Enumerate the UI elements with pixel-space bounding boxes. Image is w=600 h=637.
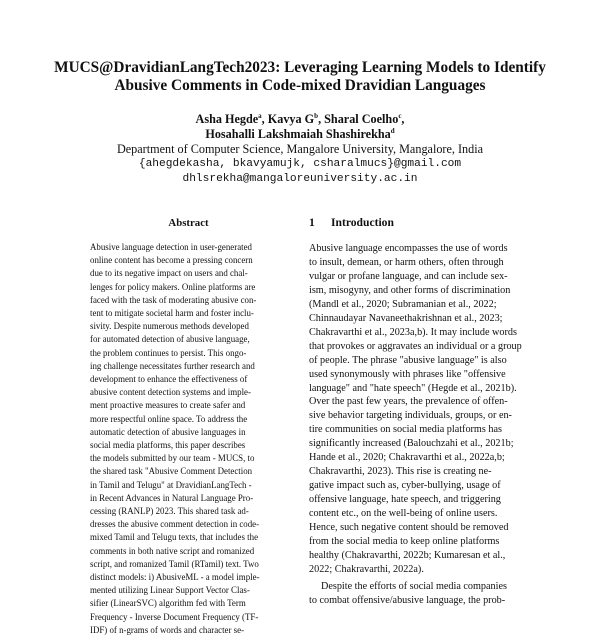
intro-line: sive behavior targeting individuals, groups, or en- [309, 410, 512, 422]
author-names-line-2 [40, 127, 560, 142]
abstract-line: the shared task "Abusive Comment Detection [90, 466, 253, 477]
abstract-line: distinct models: i) AbusiveML - a model imple- [90, 572, 260, 583]
author-affil-mark: b [314, 112, 319, 120]
author-affil-mark: c [398, 112, 402, 120]
abstract-line: automatic detection of abusive languages in [90, 426, 246, 437]
intro-line: content etc., on the well-being of online users. [309, 508, 498, 520]
email-line-2[interactable]: dhlsrekha@mangaloreuniversity.ac.in [182, 173, 418, 185]
author-names-line-1 [40, 112, 560, 127]
intro-line: that provokes or aggravates an individual or a group [309, 340, 522, 352]
abstract-line: cessing (RANLP) 2023. This shared task ad- [90, 506, 249, 517]
section-number: 1 [309, 216, 315, 229]
abstract-line: the problem continues to persist. This ongo- [90, 347, 247, 358]
abstract-line: lenges for policy makers. Online platforms are [90, 281, 256, 292]
abstract-line: due to its negative impact on users and chal- [90, 268, 248, 279]
abstract-line: faced with the task of moderating abusive con- [90, 294, 257, 305]
intro-line: 2022; Chakravarthi, 2022a). [309, 563, 424, 575]
title-line-1: MUCS@DravidianLangTech2023: Leveraging Learning Models to Identify [54, 59, 546, 76]
intro-line: ism, misogyny, and other forms of discrimination [309, 284, 511, 296]
abstract-line: the models submitted by our team - MUCS, to [90, 453, 255, 464]
abstract-line: in Tamil and Telugu" at DravidianLangTech - [90, 479, 252, 490]
abstract-line: Frequency - Inverse Document Frequency (TF- [90, 611, 259, 622]
abstract-line: development to enhance the effectiveness of [90, 374, 248, 385]
intro-line: Chakravarthi et al., 2023a,b). It may include words [309, 326, 517, 338]
author-separator: , [261, 112, 268, 126]
affiliation: Department of Computer Science, Mangalore University, Mangalore, India [116, 142, 484, 156]
abstract-line: in Recent Advances in Natural Language Pro- [90, 492, 254, 503]
author-name: Sharal Coelho [324, 112, 399, 126]
intro-line: significantly increased (Balouchzahi et al., 2021b; [309, 438, 514, 450]
intro-line: gative impact such as, cyber-bullying, usage of [309, 480, 501, 492]
intro-line: Chakravarthi, 2023). This rise is creating ne- [309, 466, 492, 478]
intro-line: to combat offensive/abusive language, the prob- [309, 594, 506, 606]
abstract-line: script, and romanized Tamil (RTamil) text. Two [90, 558, 259, 569]
author-name: Hosahalli Lakshmaiah Shashirekha [205, 127, 391, 141]
abstract-heading: Abstract [168, 217, 209, 229]
intro-line: to insult, demean, or harm others, often through [309, 256, 504, 268]
abstract-line: IDF) of n-grams of words and character se- [90, 624, 245, 635]
abstract-line: dresses the abusive comment detection in code- [90, 519, 260, 530]
intro-line: used synonymously with phrases like "offensive [309, 368, 506, 380]
author-affil-mark: a [258, 112, 262, 120]
abstract-line: online content has become a pressing concern [90, 255, 253, 266]
abstract-line: mented utilizing Linear Support Vector Clas- [90, 585, 250, 596]
intro-line: Hence, such negative content should be removed [309, 522, 509, 534]
abstract-line: mixed Tamil and Telugu texts, that includes the [90, 532, 259, 543]
author-separator: , [401, 112, 405, 126]
abstract-line: comments in both native script and romanized [90, 545, 255, 556]
title-line-2: Abusive Comments in Code-mixed Dravidian Languages [114, 77, 486, 94]
abstract-line: ing challenge necessitates further research and [90, 360, 255, 371]
author-affil-mark: d [390, 127, 395, 135]
abstract-line: more respectful online space. To address the [90, 413, 248, 424]
intro-line: tire communities on social media platforms has [309, 424, 502, 436]
author-separator: , [318, 112, 325, 126]
abstract-line: Abusive language detection in user-generated [90, 242, 252, 252]
email-line-1[interactable]: {ahegdekasha, bkavyamujk, csharalmucs}@gmail.com [138, 158, 462, 170]
abstract-line: ment proactive measures to create safer and [90, 400, 246, 411]
abstract-line: sivity. Despite numerous methods developed [90, 321, 249, 332]
intro-line: vulgar or profane language, and can include sex- [309, 270, 508, 282]
author-name: Asha Hegde [195, 112, 259, 126]
intro-line: offensive language, hate speech, and triggering [309, 494, 501, 506]
intro-line: healthy (Chakravarthi, 2022b; Kumaresan et al., [309, 549, 506, 561]
introduction-heading [309, 216, 394, 229]
intro-line: Despite the efforts of social media companies [321, 580, 507, 592]
introduction-text [309, 242, 531, 608]
intro-line: Chinnaudayar Navaneethakrishnan et al., 2023; [309, 312, 503, 324]
intro-line: (Mandl et al., 2020; Subramanian et al., 2022; [309, 298, 497, 310]
intro-line: language" and "hate speech" (Hegde et al., 2021b). [309, 382, 517, 394]
intro-line: from the social media to keep online platforms [309, 536, 500, 548]
abstract-line: abusive content detection systems and imple- [90, 387, 251, 398]
intro-line: Abusive language encompasses the use of words [309, 243, 508, 254]
abstract-line: tent to mitigate societal harm and foster inclu- [90, 308, 254, 319]
author-block [40, 112, 560, 187]
paper-title [40, 59, 560, 95]
abstract-text [90, 241, 287, 637]
intro-line: Over the past few years, the prevalence of offen- [309, 396, 508, 408]
author-name: Kavya G [267, 112, 315, 126]
abstract-line: sifier (LinearSVC) algorithm fed with Term [90, 598, 246, 609]
abstract-line: for automated detection of abusive language, [90, 334, 250, 345]
intro-line: Hande et al., 2020; Chakravarthi et al., 2022a,b; [309, 452, 505, 464]
intro-line: of people. The phrase "abusive language" is also [309, 354, 507, 366]
abstract-line: social media platforms, this paper describes [90, 440, 246, 451]
section-title: Introduction [331, 216, 394, 229]
